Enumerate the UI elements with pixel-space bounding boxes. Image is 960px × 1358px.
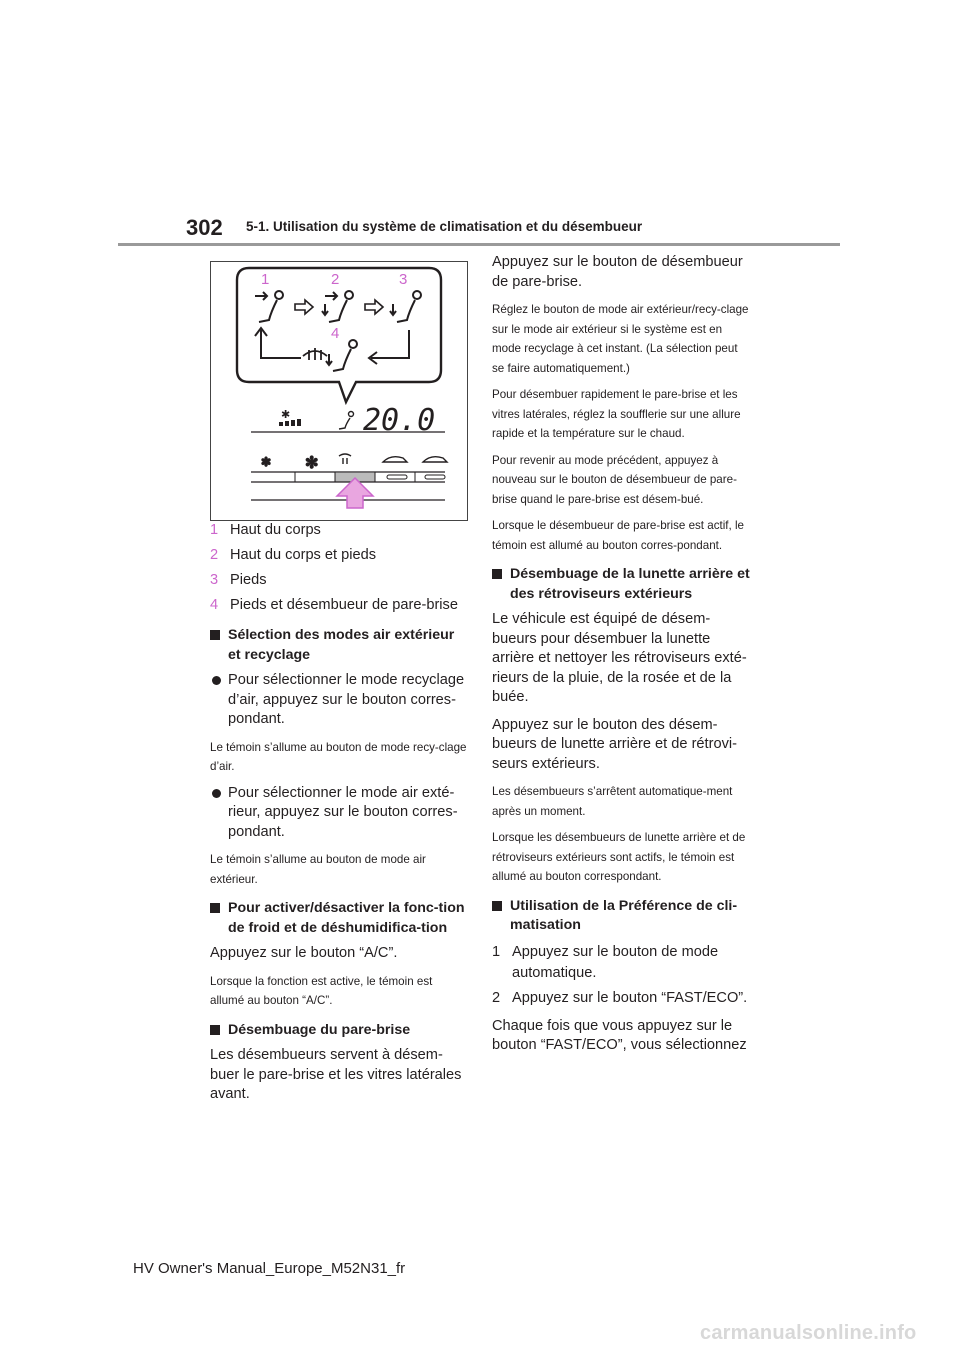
heading-climate-preference: Utilisation de la Préférence de cli-matisation [492,897,750,936]
page-number: 302 [186,215,223,240]
note-defrost-indicator: Lorsque le désembueur de pare-brise est actif, le témoin est allumé au bouton corres-pondant. [492,519,744,552]
label-4: 4 [331,325,340,342]
section-title: 5-1. Utilisation du système de climatisation et du désembueur [246,219,643,234]
legend-text: Pieds [230,572,267,588]
step-number: 1 [492,943,501,960]
left-column [210,520,468,1113]
heading-rear-defogger: Désembuage de la lunette arrière et des rétroviseurs extérieurs [492,565,750,604]
fresh-air-button[interactable] [425,475,445,479]
legend-number: 4 [210,597,219,613]
heading-windshield-defrost: Désembuage du pare-brise [210,1021,468,1041]
legend-number: 3 [210,572,219,588]
para-ac: Appuyez sur le bouton “A/C”. [210,945,398,961]
recirculation-button[interactable] [387,475,407,479]
label-1: 1 [261,271,270,288]
fan-low-icon: ✻ [261,455,272,469]
note-fast-defog: Pour désembuer rapidement le pare-brise et les vitres latérales, réglez la soufflerie sur une allure rapide et la température sur le chaud. [492,388,741,440]
bullet-fresh-air: Pour sélectionner le mode air exté-rieur, appuyez sur le bouton corres-pondant. [210,784,468,843]
fan-level-indicator [279,408,301,426]
note-auto-off: Les désembueurs s’arrêtent automatique-ment après un moment. [492,785,733,818]
legend-item [210,520,468,541]
para-windshield-defrost: Les désembueurs servent à désem-buer le pare-brise et les vitres latérales avant. [210,1047,462,1102]
note-air-mode: Réglez le bouton de mode air extérieur/recy-clage sur le mode air extérieur si le système est en mode recyclage à cet instant. (La sélection peut se faire automatiquement.) [492,303,749,375]
step-number: 2 [492,989,501,1006]
watermark: carmanualsonline.info [700,1322,917,1344]
step-text: Appuyez sur le bouton de mode automatique. [512,943,719,981]
label-3: 3 [399,271,408,288]
step-text: Appuyez sur le bouton “FAST/ECO”. [512,989,748,1006]
airflow-mode-figure [210,261,468,521]
legend-item [210,570,468,591]
svg-text:✱: ✱ [281,408,291,421]
temperature-display: 20.0 [363,403,436,438]
legend-item [210,595,468,616]
note-ac: Lorsque la fonction est active, le témoin est allumé au bouton “A/C”. [210,974,433,1007]
note-rear-indicator: Lorsque les désembueurs de lunette arrière et de rétroviseurs extérieurs sont actifs, le témoin est allumé au bouton correspondant. [492,831,746,883]
bullet-recirculation: Pour sélectionner le mode recyclage d’air, appuyez sur le bouton corres-pondant. [210,671,468,730]
legend-number: 1 [210,522,219,538]
right-column [492,253,750,1064]
note-recirculation: Le témoin s’allume au bouton de mode recy-clage d’air. [210,740,467,773]
legend-text: Pieds et désembueur de pare-brise [230,597,458,613]
footer-manual-id: HV Owner's Manual_Europe_M52N31_fr [133,1260,406,1277]
recirculation-icon [383,457,407,462]
step-item [492,988,750,1009]
heading-air-mode: Sélection des modes air extérieur et recyclage [210,626,468,665]
fan-high-icon: ✻ [305,453,319,472]
airflow-diagram [211,262,467,520]
para-press-defrost: Appuyez sur le bouton de désembueur de pare-brise. [492,254,743,290]
para-press-rear-defogger: Appuyez sur le bouton des désem-bueurs de lunette arrière et de rétrovi-seurs extérieurs. [492,716,737,772]
heading-ac: Pour activer/désactiver la fonc-tion de froid et de déshumidifica-tion [210,899,468,938]
legend-number: 2 [210,547,219,563]
note-return-mode: Pour revenir au mode précédent, appuyez à nouveau sur le bouton de désembueur de pare-brise quand le pare-brise est désem-bué. [492,453,737,506]
step-item [492,942,750,984]
legend-item [210,545,468,566]
note-fresh-air: Le témoin s’allume au bouton de mode air extérieur. [210,853,426,886]
legend-text: Haut du corps [230,522,321,538]
display-mode-icon [339,412,354,430]
header-rule [118,243,840,246]
windshield-defrost-icon [339,454,351,464]
legend-text: Haut du corps et pieds [230,547,377,563]
fresh-air-icon [423,457,447,462]
para-rear-defogger: Le véhicule est équipé de désem-bueurs pour désembuer la lunette arrière et nettoyer les rétroviseurs exté-rieurs de la pluie, de la rosée et de la buée. [492,611,747,705]
label-2: 2 [331,271,340,288]
para-fast-eco: Chaque fois que vous appuyez sur le bouton “FAST/ECO”, vous sélectionnez [492,1017,747,1053]
